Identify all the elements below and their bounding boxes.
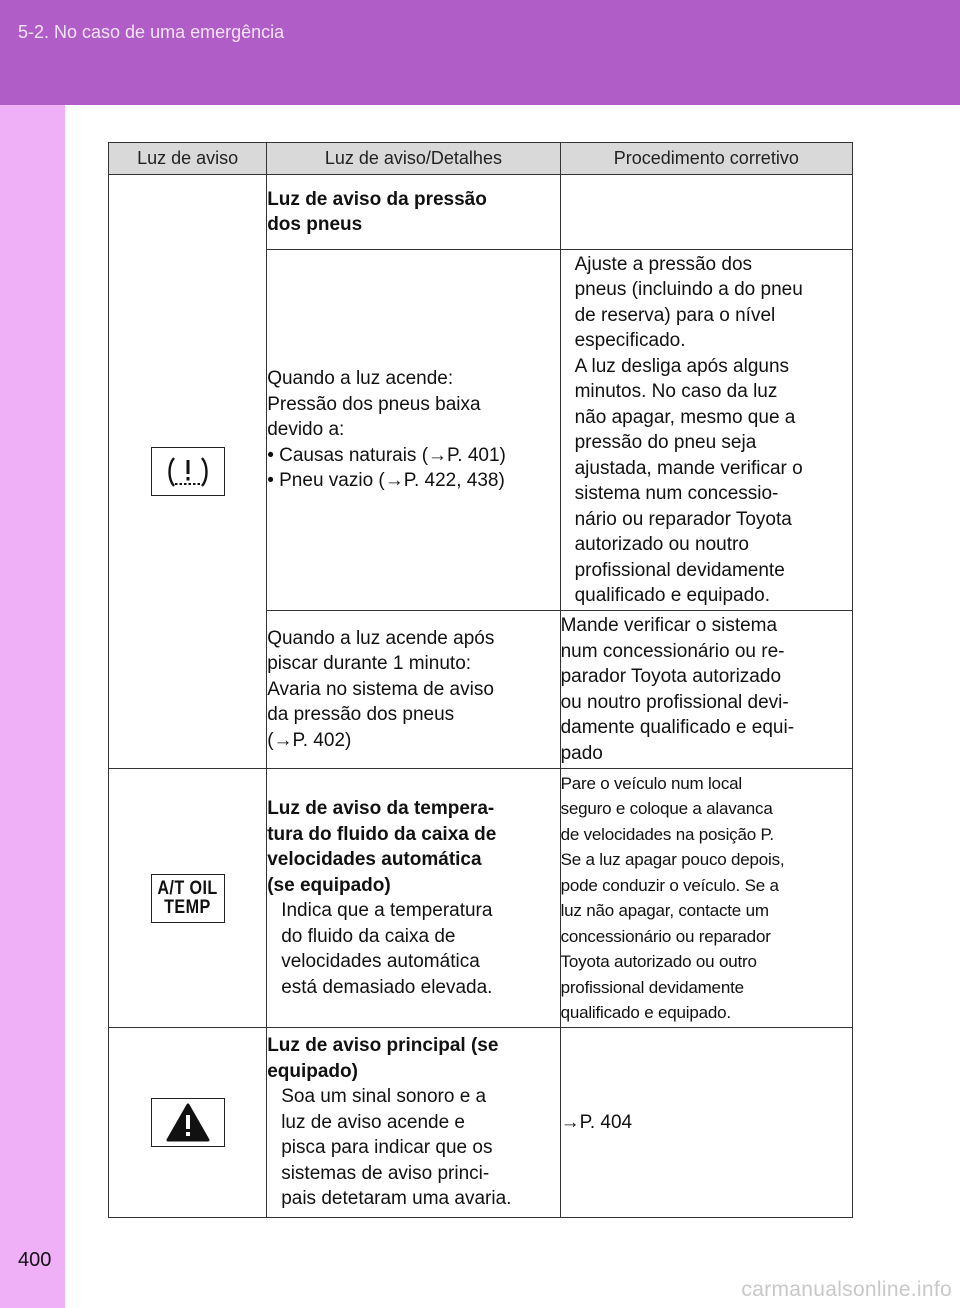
detail-line: piscar durante 1 minuto: [267,653,472,675]
procedure-line: num concessionário ou re- [560,640,785,662]
detail-line: Quando a luz acende após [267,627,495,649]
detail-line: está demasiado elevada. [281,976,493,998]
procedure-line: de velocidades na posição P. [560,824,774,844]
procedure-line: damente qualificado e equi- [560,717,795,738]
detail-line: • Causas naturais (→P. 401) [267,444,506,466]
table-header-row [109,143,853,175]
procedure-line: profissional devidamente [574,559,785,581]
header-details: Luz de aviso/Detalhes [267,143,560,175]
procedure-line: Ajuste a pressão dos [574,253,753,275]
master-warning-icon-cell [109,1028,267,1218]
detail-line: pais detetaram uma avaria. [281,1188,512,1210]
page-side-bar [0,105,65,1308]
detail-line: sistemas de aviso princi- [281,1162,490,1184]
detail-line: pisca para indicar que os [281,1137,493,1159]
detail-line: Avaria no sistema de aviso [267,678,494,700]
procedure-line: Se a luz apagar pouco depois, [560,850,785,869]
procedure-line: qualificado e equipado. [574,585,771,606]
header-warning-light: Luz de aviso [109,143,267,175]
procedure-line: pado [560,742,603,764]
tire-pressure-title-line: dos pneus [267,214,363,235]
page-reference: →P. 404 [560,1111,633,1133]
detail-line: • Pneu vazio (→P. 422, 438) [267,470,505,492]
tire-pressure-icon-cell [109,175,267,769]
tire-pressure-case2-procedure [560,611,852,769]
at-oil-detail-cell [267,769,560,1028]
at-oil-title-line: tura do fluido da caixa de [267,823,497,845]
procedure-line: de reserva) para o nível [574,304,776,326]
procedure-line: não apagar, mesmo que a [574,406,796,428]
procedure-line: luz não apagar, contacte um [560,901,769,920]
procedure-line: Mande verificar o sistema [560,615,778,636]
watermark: carmanualsonline.info [741,1278,952,1301]
tire-pressure-warning-icon [151,447,225,496]
procedure-line: seguro e coloque a alavanca [560,799,773,818]
procedure-line: ajustada, mande verificar o [574,457,803,479]
detail-line: do fluido da caixa de [281,925,456,947]
procedure-line: Pare o veículo num local [560,773,742,793]
tire-pressure-title-cell [267,175,560,250]
detail-line: da pressão dos pneus [267,704,455,726]
at-oil-title-line: velocidades automática [267,849,482,870]
tire-pressure-case1-procedure [560,250,852,611]
procedure-line: ou noutro profissional devi- [560,691,789,713]
procedure-line: pode conduzir o veículo. Se a [560,875,779,895]
procedure-line: minutos. No caso da luz [574,381,778,402]
detail-line: devido a: [267,419,345,441]
tire-pressure-case2-cell [267,611,560,769]
table-row [109,1028,853,1218]
at-oil-icon-cell [109,769,267,1028]
procedure-line: especificado. [574,330,686,351]
tire-pressure-title-line: Luz de aviso da pressão [267,188,487,210]
procedure-line: autorizado ou noutro [574,534,749,555]
detail-line: Indica que a temperatura [281,900,493,921]
at-oil-procedure [560,769,852,1028]
procedure-line: sistema num concessio- [574,483,779,504]
master-title-line: equipado) [267,1060,358,1082]
procedure-line: pressão do pneu seja [574,432,757,453]
master-warning-icon [151,1098,225,1147]
procedure-line: Toyota autorizado ou outro [560,952,757,971]
detail-line: velocidades automática [281,951,480,972]
tire-pressure-case1-cell [267,250,560,611]
procedure-line: concessionário ou reparador [560,926,771,946]
table-row [109,769,853,1028]
detail-line: Soa um sinal sonoro e a [281,1086,487,1108]
procedure-line: A luz desliga após alguns [574,355,790,377]
warning-lights-table [108,142,853,1218]
chapter-header [0,0,960,105]
master-title-line: Luz de aviso principal (se [267,1035,499,1057]
procedure-line: nário ou reparador Toyota [574,508,792,530]
at-oil-title-line: Luz de aviso da tempera- [267,798,495,819]
page-number: 400 [18,1249,52,1271]
section-title: 5-2. No caso de uma emergência [18,22,285,42]
detail-line: Pressão dos pneus baixa [267,393,481,415]
procedure-line: profissional devidamente [560,977,744,997]
header-procedure: Procedimento corretivo [560,143,852,175]
procedure-line: qualificado e equipado. [560,1003,731,1022]
detail-line: Quando a luz acende: [267,368,454,390]
procedure-line: pneus (incluindo a do pneu [574,279,803,300]
master-warning-detail-cell [267,1028,560,1218]
master-warning-procedure [560,1028,852,1218]
empty-procedure-cell [560,175,852,250]
detail-line: (→P. 402) [267,729,352,751]
detail-line: luz de aviso acende e [281,1111,465,1133]
table-row [109,175,853,250]
at-oil-temp-icon: A/T OIL TEMP [151,874,225,923]
procedure-line: parador Toyota autorizado [560,666,782,687]
at-oil-title-line: (se equipado) [267,874,391,896]
